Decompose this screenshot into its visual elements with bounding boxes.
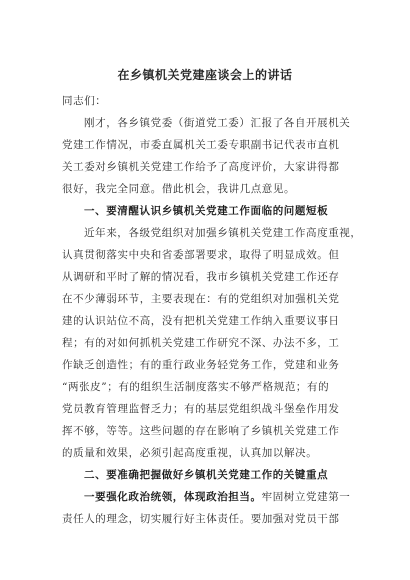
paragraph-line: 作缺乏创造性；有的重行政业务轻党务工作，党建和业务 — [62, 359, 340, 371]
paragraph-line — [84, 490, 368, 504]
paragraph-line: “两张皮”；有的组织生活制度落实不够严格规范；有的 — [62, 381, 330, 393]
salutation: 同志们： — [62, 95, 107, 107]
paragraph-text: 牢固树立党建第一 — [261, 491, 351, 503]
document-title: 在乡镇机关党建座谈会上的讲话 — [117, 68, 293, 82]
section-heading-1: 一、要清醒认识乡镇机关党建工作面临的问题短板 — [84, 205, 329, 217]
paragraph-line: 挥不够，等等。这些问题的存在影响了乡镇机关党建工作 — [62, 425, 340, 437]
paragraph-line: 刚才，各乡镇党委（街道党工委）汇报了各自开展机关 — [84, 117, 351, 129]
paragraph-line: 党建工作情况，市委直属机关工委专职副书记代表市直机 — [62, 139, 340, 151]
section-heading-2: 二、要准确把握做好乡镇机关党建工作的关键重点 — [84, 469, 329, 481]
paragraph-line: 在不少薄弱环节，主要表现在：有的党组织对加强机关党 — [62, 293, 340, 305]
subheading-inline: 一要强化政治统领，体现政治担当。 — [84, 491, 262, 503]
paragraph-line: 很好，我完全同意。借此机会，我讲几点意见。 — [62, 183, 296, 195]
paragraph-line: 的质量和效果，必须引起高度重视，认真加以解决。 — [62, 447, 318, 459]
paragraph-line: 责任人的理念，切实履行好主体责任。要加强对党员干部 — [62, 513, 340, 525]
paragraph-line: 程；有的对如何抓机关党建工作研究不深、办法不多，工 — [62, 337, 340, 349]
paragraph-line: 从调研和平时了解的情况看，我市乡镇机关党建工作还存 — [62, 271, 340, 283]
paragraph-line: 党员教育管理监督乏力；有的基层党组织战斗堡垒作用发 — [62, 403, 340, 415]
paragraph-line: 近年来，各级党组织对加强乡镇机关党建工作高度重视， — [84, 227, 362, 239]
paragraph-line: 关工委对乡镇机关党建工作给予了高度评价，大家讲得都 — [62, 161, 340, 173]
paragraph-line: 建的认识站位不高，没有把机关党建工作纳入重要议事日 — [62, 315, 340, 327]
paragraph-line: 认真贯彻落实中央和省委部署要求，取得了明显成效。但 — [62, 249, 340, 261]
